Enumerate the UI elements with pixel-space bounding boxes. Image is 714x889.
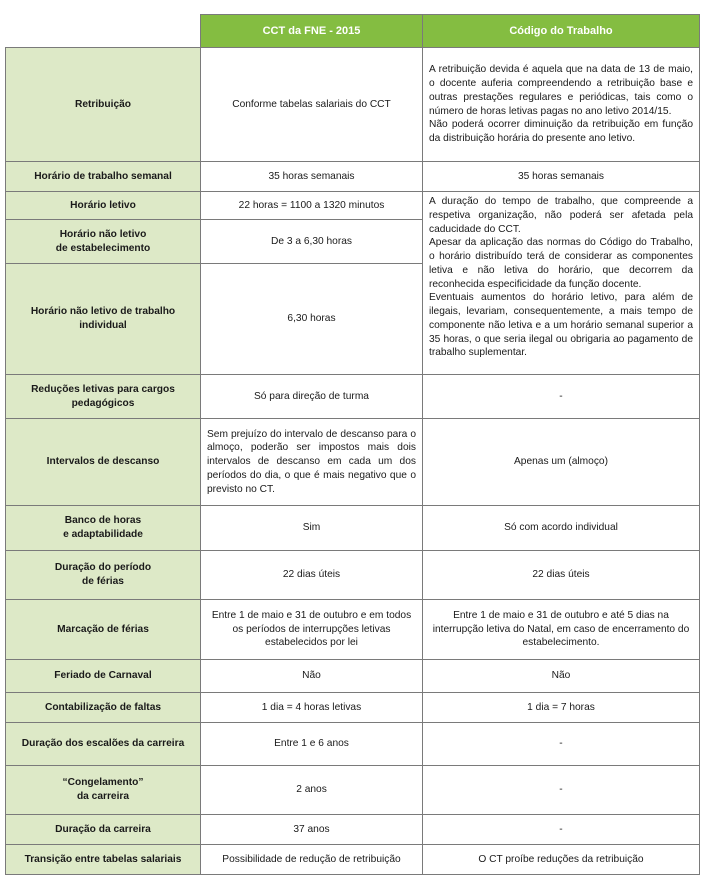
table-row xyxy=(6,815,700,845)
table-row xyxy=(6,162,700,192)
row-label: “Congelamento” da carreira xyxy=(6,766,201,815)
table-row xyxy=(6,600,700,660)
cct-cell: Sim xyxy=(201,506,423,551)
row-label: Banco de horas e adaptabilidade xyxy=(6,506,201,551)
ct-cell: Não xyxy=(423,660,700,693)
row-label: Transição entre tabelas salariais xyxy=(6,845,201,875)
row-label: Contabilização de faltas xyxy=(6,693,201,723)
table-row xyxy=(6,551,700,600)
table-row xyxy=(6,723,700,766)
ct-cell: 35 horas semanais xyxy=(423,162,700,192)
row-label: Horário de trabalho semanal xyxy=(6,162,201,192)
cct-cell: 6,30 horas xyxy=(201,264,423,375)
table-row xyxy=(6,419,700,506)
table-row xyxy=(6,48,700,162)
row-label: Horário letivo xyxy=(6,192,201,220)
row-label: Horário não letivo de trabalho individual xyxy=(6,264,201,375)
ct-cell: 1 dia = 7 horas xyxy=(423,693,700,723)
cct-cell: Possibilidade de redução de retribuição xyxy=(201,845,423,875)
header-row xyxy=(6,15,700,48)
table-row xyxy=(6,375,700,419)
table-row xyxy=(6,660,700,693)
header-empty-cell xyxy=(6,15,201,48)
cct-cell: 22 dias úteis xyxy=(201,551,423,600)
ct-cell: - xyxy=(423,723,700,766)
cct-cell: Conforme tabelas salariais do CCT xyxy=(201,48,423,162)
header-cct: CCT da FNE - 2015 xyxy=(201,15,423,48)
ct-cell: Entre 1 de maio e 31 de outubro e até 5 dias na interrupção letiva do Natal, em caso de encerramento do estabelecimento. xyxy=(423,600,700,660)
ct-cell: 22 dias úteis xyxy=(423,551,700,600)
row-label: Marcação de férias xyxy=(6,600,201,660)
cct-cell: Sem prejuízo do intervalo de descanso para o almoço, poderão ser impostos mais dois intervalos de descanso em cada um dos períodos do dia, o que é mais negativo que o previsto no CT. xyxy=(201,419,423,506)
table-row xyxy=(6,845,700,875)
ct-cell: - xyxy=(423,375,700,419)
table-row xyxy=(6,506,700,551)
cct-cell: Não xyxy=(201,660,423,693)
cct-cell: 2 anos xyxy=(201,766,423,815)
cct-cell: Entre 1 e 6 anos xyxy=(201,723,423,766)
row-label: Retribuição xyxy=(6,48,201,162)
row-label: Duração dos escalões da carreira xyxy=(6,723,201,766)
row-label: Reduções letivas para cargos pedagógicos xyxy=(6,375,201,419)
ct-cell: A duração do tempo de trabalho, que compreende a respetiva organização, não poderá ser afetada pela caducidade do CCT. Apesar da aplicação das normas do Código do Trabalho, o horário distribuído terá de considerar as componentes letiva e não letiva do horário, que decorrem da reconhecida especificidade da função docente. Eventuais aumentos do horário letivo, para além de ilegais, levariam, consequentemente, a mais tempo de componente não letiva e a um horário semanal superior a 35 horas, o que seria ilegal ou obrigaria ao pagamento de trabalho suplementar. xyxy=(423,192,700,375)
table-row xyxy=(6,192,700,220)
ct-cell: O CT proíbe reduções da retribuição xyxy=(423,845,700,875)
header-codigo-trabalho: Código do Trabalho xyxy=(423,15,700,48)
row-label: Horário não letivo de estabelecimento xyxy=(6,220,201,264)
ct-cell: - xyxy=(423,815,700,845)
cct-cell: De 3 a 6,30 horas xyxy=(201,220,423,264)
row-label: Duração do período de férias xyxy=(6,551,201,600)
table-row xyxy=(6,693,700,723)
row-label: Feriado de Carnaval xyxy=(6,660,201,693)
ct-cell: - xyxy=(423,766,700,815)
cct-cell: 1 dia = 4 horas letivas xyxy=(201,693,423,723)
cct-cell: 22 horas = 1100 a 1320 minutos xyxy=(201,192,423,220)
cct-cell: Só para direção de turma xyxy=(201,375,423,419)
ct-cell: Só com acordo individual xyxy=(423,506,700,551)
row-label: Duração da carreira xyxy=(6,815,201,845)
cct-cell: Entre 1 de maio e 31 de outubro e em todos os períodos de interrupções letivas estabelecidos por lei xyxy=(201,600,423,660)
row-label: Intervalos de descanso xyxy=(6,419,201,506)
ct-cell: Apenas um (almoço) xyxy=(423,419,700,506)
cct-cell: 35 horas semanais xyxy=(201,162,423,192)
cct-cell: 37 anos xyxy=(201,815,423,845)
ct-cell: A retribuição devida é aquela que na data de 13 de maio, o docente auferia compreendendo a retribuição base e outras prestações regulares e periódicas, tais como o número de horas letivas pagas no ano letivo 2014/15. Não poderá ocorrer diminuição da retribuição em função da distribuição horária do presente ano letivo. xyxy=(423,48,700,162)
table-row xyxy=(6,766,700,815)
comparison-table xyxy=(5,14,700,875)
